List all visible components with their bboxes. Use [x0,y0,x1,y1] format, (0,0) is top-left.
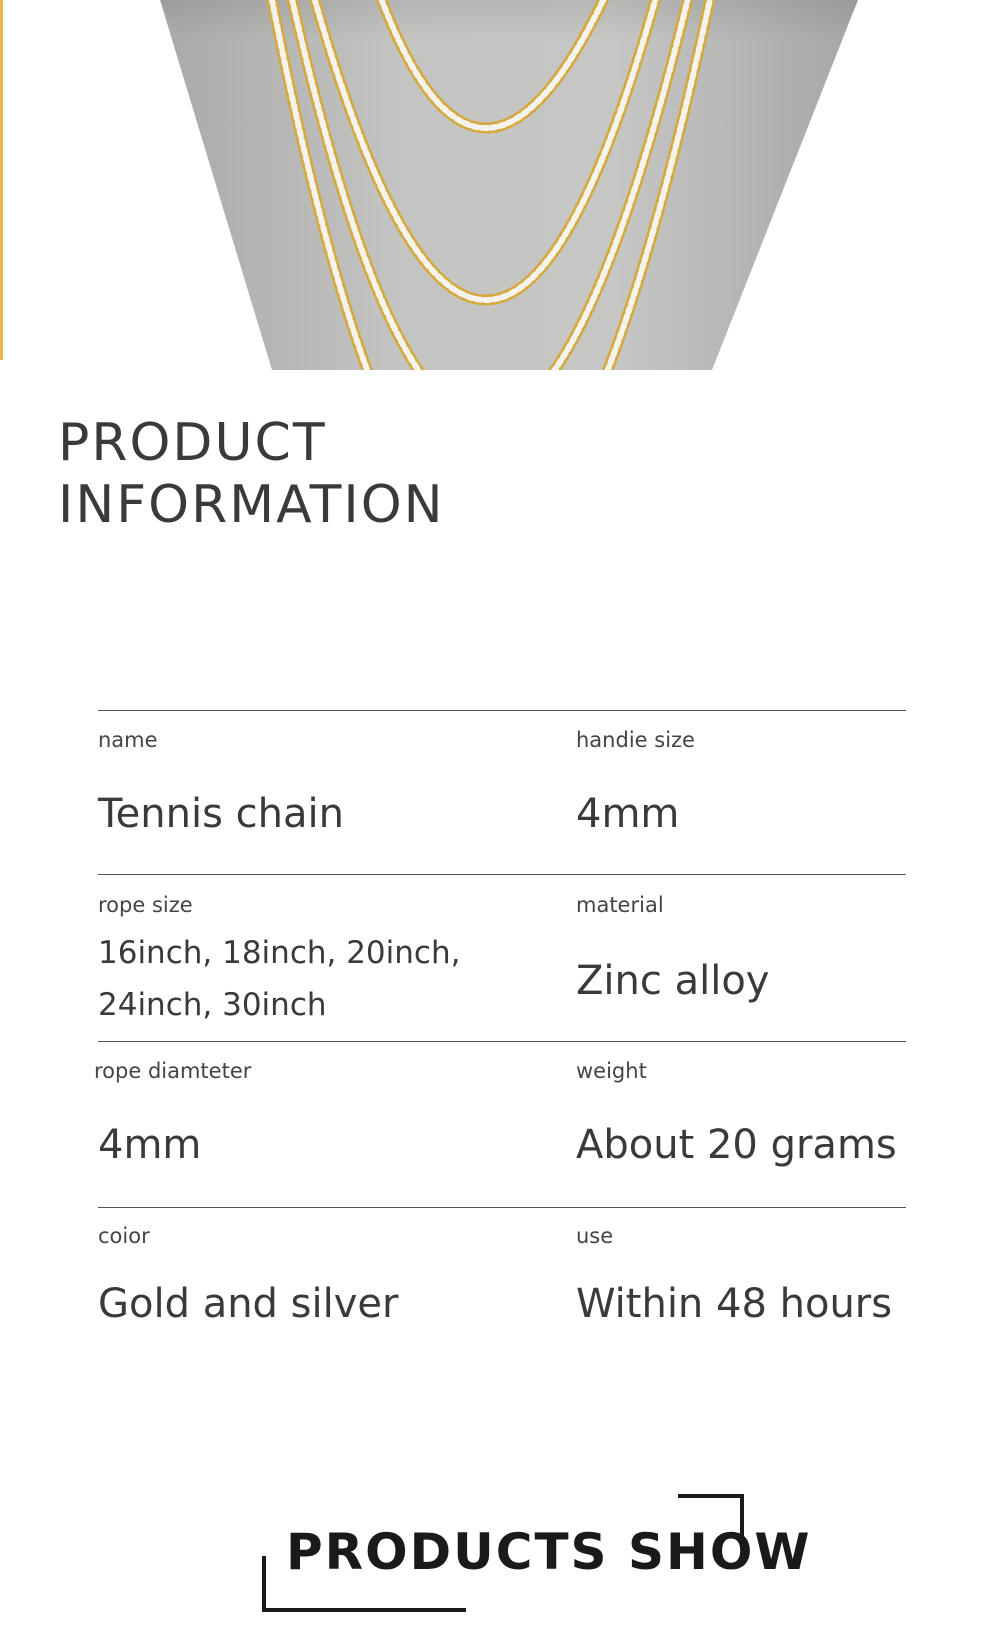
spec-label: weight [576,1059,647,1083]
spec-label: name [98,728,158,752]
spec-value: 4mm [98,1122,202,1168]
spec-label: material [576,893,664,917]
title-line-2: INFORMATION [58,475,445,535]
spec-label: coior [98,1224,150,1248]
spec-weight [576,1057,897,1171]
spec-color [98,1222,398,1330]
spec-label: rope size [98,893,193,917]
spec-value-line: 24inch, 30inch [98,987,327,1023]
row-divider [98,1041,906,1042]
necklace-display-illustration [0,0,1000,370]
row-divider [98,874,906,875]
spec-value: 4mm [576,791,680,837]
bracket-decoration [678,1494,744,1498]
spec-value: Zinc alloy [576,958,770,1004]
spec-value: Tennis chain [98,791,344,837]
spec-material [576,891,769,1007]
products-show-heading [262,1494,812,1618]
spec-label: handie size [576,728,695,752]
spec-rope-size [98,891,460,1031]
spec-value: Within 48 hours [576,1281,893,1327]
row-divider [98,710,906,711]
products-show-title: PRODUCTS SHOW [286,1523,812,1581]
spec-value: Gold and silver [98,1281,399,1327]
spec-use [576,1222,892,1330]
product-information-title [58,412,445,536]
spec-name [98,726,344,840]
spec-value: About 20 grams [576,1122,897,1168]
spec-label: rope diamteter [94,1059,252,1083]
spec-value-line: 16inch, 18inch, 20inch, [98,935,461,971]
spec-handle-size [576,726,695,840]
title-line-1: PRODUCT [58,413,327,473]
bracket-decoration [262,1556,266,1612]
spec-table [94,710,906,1363]
velvet-bust [160,0,858,370]
bracket-decoration [262,1608,466,1612]
product-hero-image [0,0,1000,370]
spec-label: use [576,1224,614,1248]
spec-rope-diameter [94,1057,251,1171]
row-divider [98,1207,906,1208]
